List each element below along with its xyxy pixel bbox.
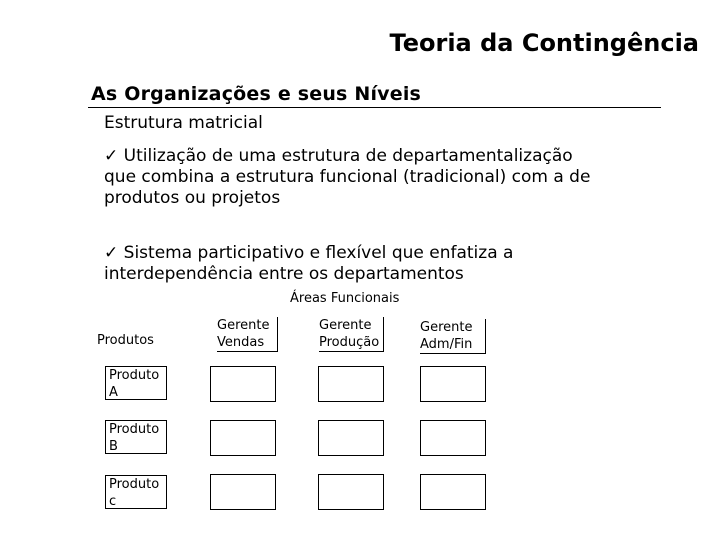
title-divider [88, 107, 661, 108]
matrix-cell [210, 420, 276, 456]
products-label: Produtos [97, 333, 154, 348]
product-c-box: Produto c [105, 475, 167, 509]
manager-production: Gerente Produção [319, 317, 384, 352]
bullet-item [104, 146, 604, 209]
page-title: Teoria da Contingência [389, 29, 699, 57]
matrix-cell [210, 474, 276, 510]
page-subtitle: As Organizações e seus Níveis [91, 83, 422, 105]
bullet-text: Utilização de uma estrutura de departamentalização que combina a estrutura funcional (tradicional) com a de produtos ou projetos [104, 146, 591, 208]
manager-admin-finance: Gerente Adm/Fin [420, 319, 486, 354]
matrix-cell [420, 366, 486, 402]
product-a-box: Produto A [105, 366, 167, 400]
functional-areas-label: Áreas Funcionais [290, 291, 400, 306]
matrix-cell [318, 366, 384, 402]
product-b-box: Produto B [105, 420, 167, 454]
bullet-item [104, 243, 604, 285]
matrix-cell [420, 474, 486, 510]
matrix-cell [318, 474, 384, 510]
checkmark-icon: ✓ [104, 243, 119, 263]
matrix-cell [420, 420, 486, 456]
section-heading: Estrutura matricial [104, 113, 263, 133]
bullet-text: Sistema participativo e flexível que enfatiza a interdependência entre os departamentos [104, 243, 514, 284]
checkmark-icon: ✓ [104, 146, 119, 166]
manager-sales: Gerente Vendas [217, 317, 278, 352]
matrix-cell [210, 366, 276, 402]
matrix-cell [318, 420, 384, 456]
